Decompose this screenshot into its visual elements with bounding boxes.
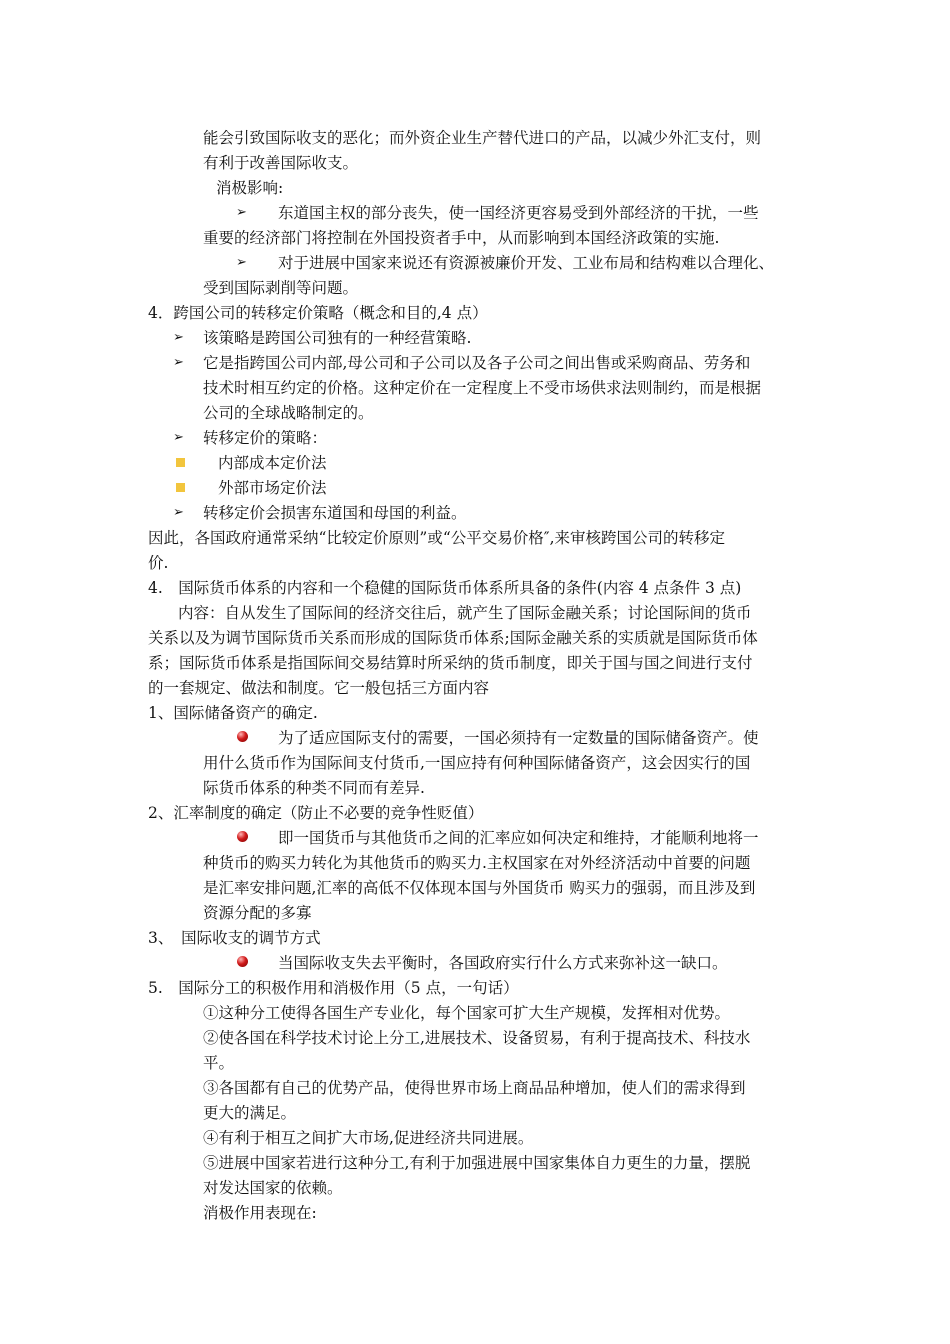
text-line: 的一套规定、做法和制度。它一般包括三方面内容 bbox=[148, 679, 490, 697]
list-item: ①这种分工使得各国生产专业化，每个国家可扩大生产规模，发挥相对优势。 bbox=[203, 1004, 731, 1022]
text-line: 关系以及为调节国际货币关系而形成的国际货币体系;国际金融关系的实质就是国际货币体 bbox=[148, 629, 758, 647]
arrow-bullet-icon: ➢ bbox=[236, 205, 247, 220]
red-ball-bullet-icon bbox=[237, 956, 248, 967]
arrow-bullet-icon: ➢ bbox=[173, 505, 184, 520]
bullet-text: 为了适应国际支付的需要，一国必须持有一定数量的国际储备资产。使 bbox=[278, 729, 759, 747]
text-line: 因此，各国政府通常采纳“比较定价原则”或“公平交易价格″,来审核跨国公司的转移定 bbox=[148, 529, 725, 547]
bullet-text: 东道国主权的部分丧失，使一国经济更容易受到外部经济的干扰，一些 bbox=[278, 204, 759, 222]
text-line: 平。 bbox=[203, 1054, 235, 1072]
bullet-text: 对于进展中国家来说还有资源被廉价开发、工业布局和结构难以合理化、 bbox=[278, 254, 775, 272]
bullet-text: 即一国货币与其他货币之间的汇率应如何决定和维持，才能顺利地将一 bbox=[278, 829, 759, 847]
text-line: 更大的满足。 bbox=[203, 1104, 297, 1122]
text-line: 对发达国家的依赖。 bbox=[203, 1179, 343, 1197]
section-heading: 4．跨国公司的转移定价策略（概念和目的,4 点） bbox=[148, 304, 488, 322]
arrow-bullet-icon: ➢ bbox=[236, 255, 247, 270]
bullet-text: 转移定价的策略： bbox=[203, 429, 328, 447]
bullet-text: 该策略是跨国公司独有的一种经营策略. bbox=[203, 329, 472, 347]
arrow-bullet-icon: ➢ bbox=[173, 330, 184, 345]
text-line: 种货币的购买力转化为其他货币的购买力.主权国家在对外经济活动中首要的问题 bbox=[203, 854, 751, 872]
bullet-text: 外部市场定价法 bbox=[218, 479, 327, 497]
text-line: 是汇率安排问题,汇率的高低不仅体现本国与外国货币 购买力的强弱，而且涉及到 bbox=[203, 879, 756, 897]
text-line: 有利于改善国际收支。 bbox=[203, 154, 359, 172]
arrow-bullet-icon: ➢ bbox=[173, 355, 184, 370]
bullet-text: 内部成本定价法 bbox=[218, 454, 327, 472]
section-heading: 4. 国际货币体系的内容和一个稳健的国际货币体系所具备的条件(内容 4 点条件 3 点) bbox=[148, 579, 742, 597]
bullet-text: 转移定价会损害东道国和母国的利益。 bbox=[203, 504, 467, 522]
text-line: 能会引致国际收支的恶化；而外资企业生产替代进口的产品，以减少外汇支付，则 bbox=[203, 129, 762, 147]
text-line: 资源分配的多寡 bbox=[203, 904, 312, 922]
list-item: ③各国都有自己的优势产品，使得世界市场上商品品种增加，使人们的需求得到 bbox=[203, 1079, 746, 1097]
section-heading: 5. 国际分工的积极作用和消极作用（5 点，一句话） bbox=[148, 979, 519, 997]
red-ball-bullet-icon bbox=[237, 731, 248, 742]
bullet-text: 当国际收支失去平衡时，各国政府实行什么方式来弥补这一缺口。 bbox=[278, 954, 728, 972]
text-line: 技术时相互约定的价格。这种定价在一定程度上不受市场供求法则制约，而是根据 bbox=[203, 379, 762, 397]
text-line: 公司的全球战略制定的。 bbox=[203, 404, 374, 422]
red-ball-bullet-icon bbox=[237, 831, 248, 842]
text-line: 内容：自从发生了国际间的经济交往后，就产生了国际金融关系；讨论国际间的货币 bbox=[178, 604, 752, 622]
square-bullet-icon bbox=[176, 483, 185, 492]
text-line: 际货币体系的种类不同而有差异. bbox=[203, 779, 425, 797]
subsection-heading: 3、 国际收支的调节方式 bbox=[148, 929, 321, 947]
text-line: 价. bbox=[148, 554, 169, 572]
text-line: 系；国际货币体系是指国际间交易结算时所采纳的货币制度，即关于国与国之间进行支付 bbox=[148, 654, 753, 672]
bullet-text: 它是指跨国公司内部,母公司和子公司以及各子公司之间出售或采购商品、劳务和 bbox=[203, 354, 751, 372]
subsection-heading: 1、国际储备资产的确定. bbox=[148, 704, 318, 722]
text-line: 重要的经济部门将控制在外国投资者手中，从而影响到本国经济政策的实施. bbox=[203, 229, 720, 247]
list-item: ⑤进展中国家若进行这种分工,有利于加强进展中国家集体自力更生的力量，摆脱 bbox=[203, 1154, 751, 1172]
square-bullet-icon bbox=[176, 458, 185, 467]
subsection-heading: 2、汇率制度的确定（防止不必要的竞争性贬值） bbox=[148, 804, 484, 822]
text-line: 受到国际剥削等问题。 bbox=[203, 279, 359, 297]
text-line: 消极作用表现在: bbox=[203, 1204, 317, 1222]
text-line: 用什么货币作为国际间支付货币,一国应持有何种国际储备资产，这会因实行的国 bbox=[203, 754, 751, 772]
subheading: 消极影响: bbox=[216, 179, 284, 197]
arrow-bullet-icon: ➢ bbox=[173, 430, 184, 445]
list-item: ②使各国在科学技术讨论上分工,进展技术、设备贸易，有利于提高技术、科技水 bbox=[203, 1029, 751, 1047]
list-item: ④有利于相互之间扩大市场,促进经济共同进展。 bbox=[203, 1129, 534, 1147]
